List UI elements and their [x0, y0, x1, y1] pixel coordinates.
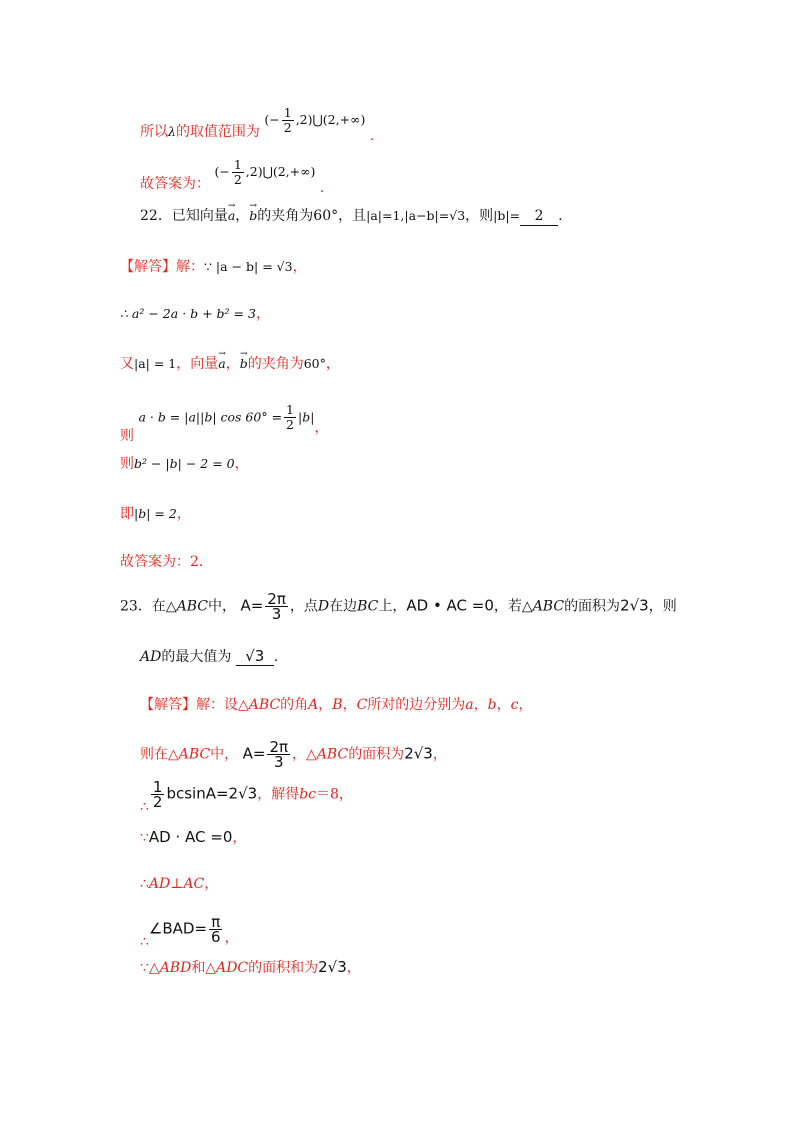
- answer-range-expression: (− $\frac{1}{2}$ ,2)⋃(2,+∞): [214, 157, 316, 187]
- solution-step: ∴ $\frac{1}{2}$ bcsinA=2√3，解得bc＝8，: [140, 778, 353, 815]
- solution-23-start: 【解答】解：设△ABC的角A，B，C所对的边分别为a，b，c，: [140, 697, 533, 713]
- answer-range-line: 故答案为： (− $\frac{1}{2}$ ,2)⋃(2,+∞) .: [140, 157, 325, 196]
- condition-math: |a|=1,|a−b|=√3: [366, 208, 466, 223]
- solution-tag: 【解答】解：设△: [140, 697, 249, 713]
- question-number: 22．: [140, 208, 172, 224]
- question-23: 23．在△ABC中， A= $\frac{2\pi}{3}$ ，点D在边BC上，AD • AC =0，若△ABC的面积为2√3，则: [120, 590, 677, 623]
- solution-step: 即|b| = 2，: [120, 506, 191, 522]
- solution-step: ∴AD⊥AC，: [140, 876, 219, 892]
- answer-blank: 2: [520, 207, 558, 226]
- range-prefix: 所以: [140, 124, 168, 140]
- question-number: 23．: [120, 598, 152, 615]
- solution-step: ∴∠BAD= $\frac{\pi}{6}$ ，: [140, 913, 239, 950]
- range-expression: (− $\frac{1}{2}$ ,2)⋃(2,+∞): [264, 105, 366, 135]
- solution-step: 则 a · b = |a||b| cos 60° = $\frac{1}{2}$ |b|，: [120, 402, 329, 444]
- solution-step: 则b² − |b| − 2 = 0，: [120, 456, 249, 472]
- dot-product-condition: AD • AC =0: [406, 596, 494, 615]
- lambda-symbol: λ: [168, 124, 176, 139]
- vector-a: → a: [228, 207, 235, 225]
- final-answer-22: 故答案为：2．: [120, 554, 213, 570]
- solution-step: 又|a| = 1，向量→ a，→ b的夹角为60°，: [120, 355, 340, 373]
- answer-blank: √3: [236, 647, 274, 666]
- range-text: 的取值范围为: [175, 124, 260, 140]
- solution-22-start: 【解答】解：∵ |a − b| = √3，: [120, 259, 307, 275]
- solution-step: ∵AD · AC =0，: [140, 828, 247, 846]
- question-23-line2: AD的最大值为 √3 .: [140, 647, 279, 665]
- range-line: 所以λ的取值范围为 (− $\frac{1}{2}$ ,2)⋃(2,+∞) .: [140, 105, 375, 144]
- answer-prefix: 故答案为：: [140, 176, 210, 192]
- question-22: 22．已知向量→ a，→ b的夹角为60°，且|a|=1,|a−b|=√3，则|b|= 2 .: [140, 207, 563, 226]
- solution-step: ∴ a² − 2a · b + b² = 3，: [120, 306, 270, 322]
- solution-step: 则在△ABC中， A= $\frac{2\pi}{3}$ ，△ABC的面积为2√3，: [140, 738, 447, 771]
- vector-b: → b: [249, 207, 257, 225]
- solution-step: ∵△ABD和△ADC的面积和为2√3，: [140, 958, 361, 976]
- solution-tag: 【解答】解：: [120, 259, 204, 275]
